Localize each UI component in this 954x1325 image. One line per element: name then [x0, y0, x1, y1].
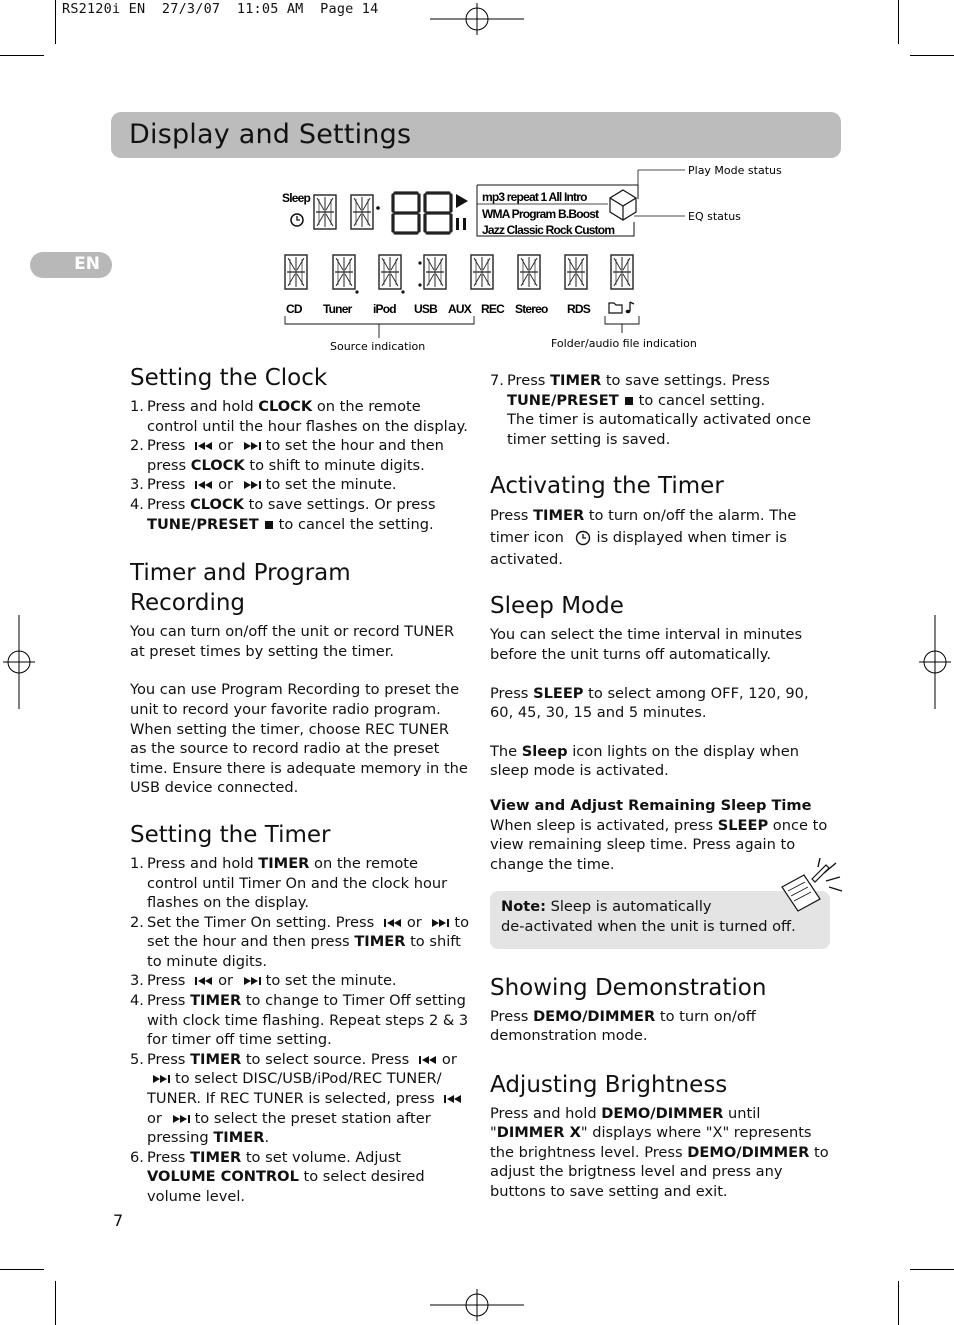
- activating-paragraph: Press TIMER to turn on/off the alarm. The timer icon is displayed when timer is activated.: [490, 507, 797, 569]
- source-stereo: Stereo: [515, 302, 548, 316]
- page-title: Display and Settings: [129, 119, 412, 150]
- next-icon: [171, 1114, 191, 1124]
- left-column: [130, 363, 470, 1223]
- right-column: [490, 371, 835, 1218]
- list-item: 4. Press TIMER to change to Timer Off setting with clock time flashing. Repeat steps 2 & 3 for timer off time setting.: [130, 992, 469, 1049]
- clock-icon: [291, 214, 303, 226]
- page-number: 7: [113, 1211, 124, 1230]
- note-label: Note:: [501, 898, 546, 916]
- cube-icon: [610, 190, 636, 220]
- callout-eq: EQ status: [688, 210, 741, 223]
- language-label: EN: [74, 254, 100, 274]
- next-icon: [151, 1074, 171, 1084]
- play-mode-text: mp3 repeat 1 All Intro: [482, 190, 587, 204]
- previous-icon: [443, 1094, 463, 1104]
- sleep-paragraph-1: You can select the time interval in minutes before the unit turns off automatically.: [490, 626, 803, 663]
- section-demonstration: [490, 973, 835, 1046]
- list-item: 3. Press or to set the minute.: [130, 476, 397, 494]
- sleep-paragraph-3: The Sleep icon lights on the display when sleep mode is activated.: [490, 742, 799, 780]
- text-digit: [379, 255, 401, 289]
- source-rds: RDS: [567, 302, 590, 316]
- note-text: Sleep is automatically: [545, 898, 712, 916]
- section-program-recording: [130, 558, 470, 798]
- section-sleep-mode: [490, 591, 835, 948]
- next-icon: [242, 480, 262, 490]
- note-pad-icon: [774, 857, 844, 917]
- stop-icon: [265, 521, 273, 529]
- previous-icon: [383, 918, 403, 928]
- previous-icon: [194, 976, 214, 986]
- heading-demonstration: Showing Demonstration: [490, 974, 767, 1001]
- sleep-indicator: Sleep: [282, 191, 311, 205]
- print-slug: RS2120i EN 27/3/07 11:05 AM Page 14: [62, 1, 379, 17]
- play-icon: [456, 194, 468, 208]
- heading-sleep-mode: Sleep Mode: [490, 593, 624, 620]
- list-item: 4. Press CLOCK to save settings. Or press TUNE/PRESET to cancel the setting.: [130, 495, 436, 533]
- text-digit: [565, 255, 587, 289]
- sleep-paragraph-4: When sleep is activated, press SLEEP once to view remaining sleep time. Press again to change the time.: [490, 816, 828, 873]
- time-digit: [314, 195, 336, 229]
- demo-paragraph: Press DEMO/DIMMER to turn on/off demonstration mode.: [490, 1007, 756, 1045]
- timer-clock-icon: [575, 530, 591, 546]
- section-activating-timer: [490, 471, 835, 571]
- list-item: 3. Press or to set the minute.: [130, 972, 397, 990]
- source-ipod: iPod: [373, 302, 396, 316]
- sleep-subheading: View and Adjust Remaining Sleep Time: [490, 796, 812, 814]
- previous-icon: [418, 1055, 438, 1065]
- title-bar: [111, 112, 841, 158]
- text-digit: [333, 255, 355, 289]
- time-digit: [425, 193, 451, 233]
- heading-activating-timer: Activating the Timer: [490, 473, 724, 500]
- callout-source: Source indication: [330, 340, 426, 353]
- text-digit: [611, 255, 633, 289]
- eq-mode-text: WMA Program B.Boost: [482, 207, 599, 221]
- list-item: 2. Press or to set the hour and then press CLOCK to shift to minute digits.: [130, 437, 444, 474]
- folder-icon: [609, 303, 622, 313]
- note-box: [490, 891, 830, 948]
- section-setting-clock: [130, 363, 470, 534]
- source-tuner: Tuner: [323, 302, 352, 316]
- program-paragraph-2: You can use Program Recording to preset the unit to record your favorite radio program. When setting the timer, choose REC TUNER as the source to record radio at the preset time. Ensure there is adequate memory in the USB device connected.: [130, 681, 468, 797]
- eq-preset-text: Jazz Classic Rock Custom: [482, 223, 615, 237]
- list-item: 2. Set the Timer On setting. Press or to set the hour and then press TIMER to shift to minute digits.: [130, 913, 470, 970]
- pause-icon: [456, 218, 459, 230]
- source-cd: CD: [286, 302, 302, 316]
- heading-program-recording: Timer and Program Recording: [130, 560, 351, 617]
- sleep-paragraph-2: Press SLEEP to select among OFF, 120, 90, 60, 45, 30, 15 and 5 minutes.: [490, 684, 809, 722]
- lcd-display-diagram: [270, 165, 830, 360]
- timer-steps: [130, 854, 470, 1207]
- callout-folder: Folder/audio file indication: [551, 337, 697, 350]
- stop-icon: [625, 397, 633, 405]
- text-digit: [285, 255, 307, 289]
- list-item: 7. Press TIMER to save settings. Press TUNE/PRESET to cancel setting. The timer is automatically activated once timer setting is saved.: [490, 372, 811, 448]
- time-digit: [351, 195, 373, 229]
- time-digit: [393, 193, 419, 233]
- heading-brightness: Adjusting Brightness: [490, 1071, 728, 1098]
- heading-setting-timer: Setting the Timer: [130, 821, 331, 848]
- music-note-icon: [626, 302, 634, 313]
- source-rec: REC: [481, 302, 504, 316]
- program-paragraph-1: You can turn on/off the unit or record TUNER at preset times by setting the timer.: [130, 623, 455, 660]
- source-aux: AUX: [448, 302, 471, 316]
- timer-step-7: [490, 371, 835, 449]
- brightness-paragraph: Press and hold DEMO/DIMMER until "DIMMER X" displays where "X" represents the brightness level. Press DEMO/DIMMER to adjust the brigtness level and press any buttons to save setting and exit.: [490, 1104, 829, 1201]
- list-item: 6. Press TIMER to set volume. Adjust VOLUME CONTROL to select desired volume level.: [130, 1148, 425, 1205]
- list-item: 1. Press and hold CLOCK on the remote control until the hour flashes on the display.: [130, 398, 468, 435]
- previous-icon: [194, 480, 214, 490]
- next-icon: [242, 441, 262, 451]
- callout-play-mode: Play Mode status: [688, 165, 782, 177]
- next-icon: [430, 918, 450, 928]
- section-brightness: [490, 1070, 835, 1202]
- previous-icon: [194, 441, 214, 451]
- note-text-2: de-activated when the unit is turned off.: [501, 917, 796, 935]
- section-setting-timer: [130, 820, 470, 1207]
- text-digit: [518, 255, 540, 289]
- text-digit: [471, 255, 493, 289]
- clock-steps: [130, 397, 470, 534]
- text-digit: [424, 255, 446, 289]
- next-icon: [242, 976, 262, 986]
- heading-setting-clock: Setting the Clock: [130, 365, 328, 391]
- list-item: 5. Press TIMER to select source. Press or to select DISC/USB/iPod/REC TUNER/ TUNER. If REC TUNER is selected, press or to select the preset station after pressing TIMER.: [130, 1050, 470, 1148]
- source-usb: USB: [414, 302, 437, 316]
- language-tab: [30, 252, 112, 278]
- list-item: 1. Press and hold TIMER on the remote control until Timer On and the clock hour flashes on the display.: [130, 854, 448, 912]
